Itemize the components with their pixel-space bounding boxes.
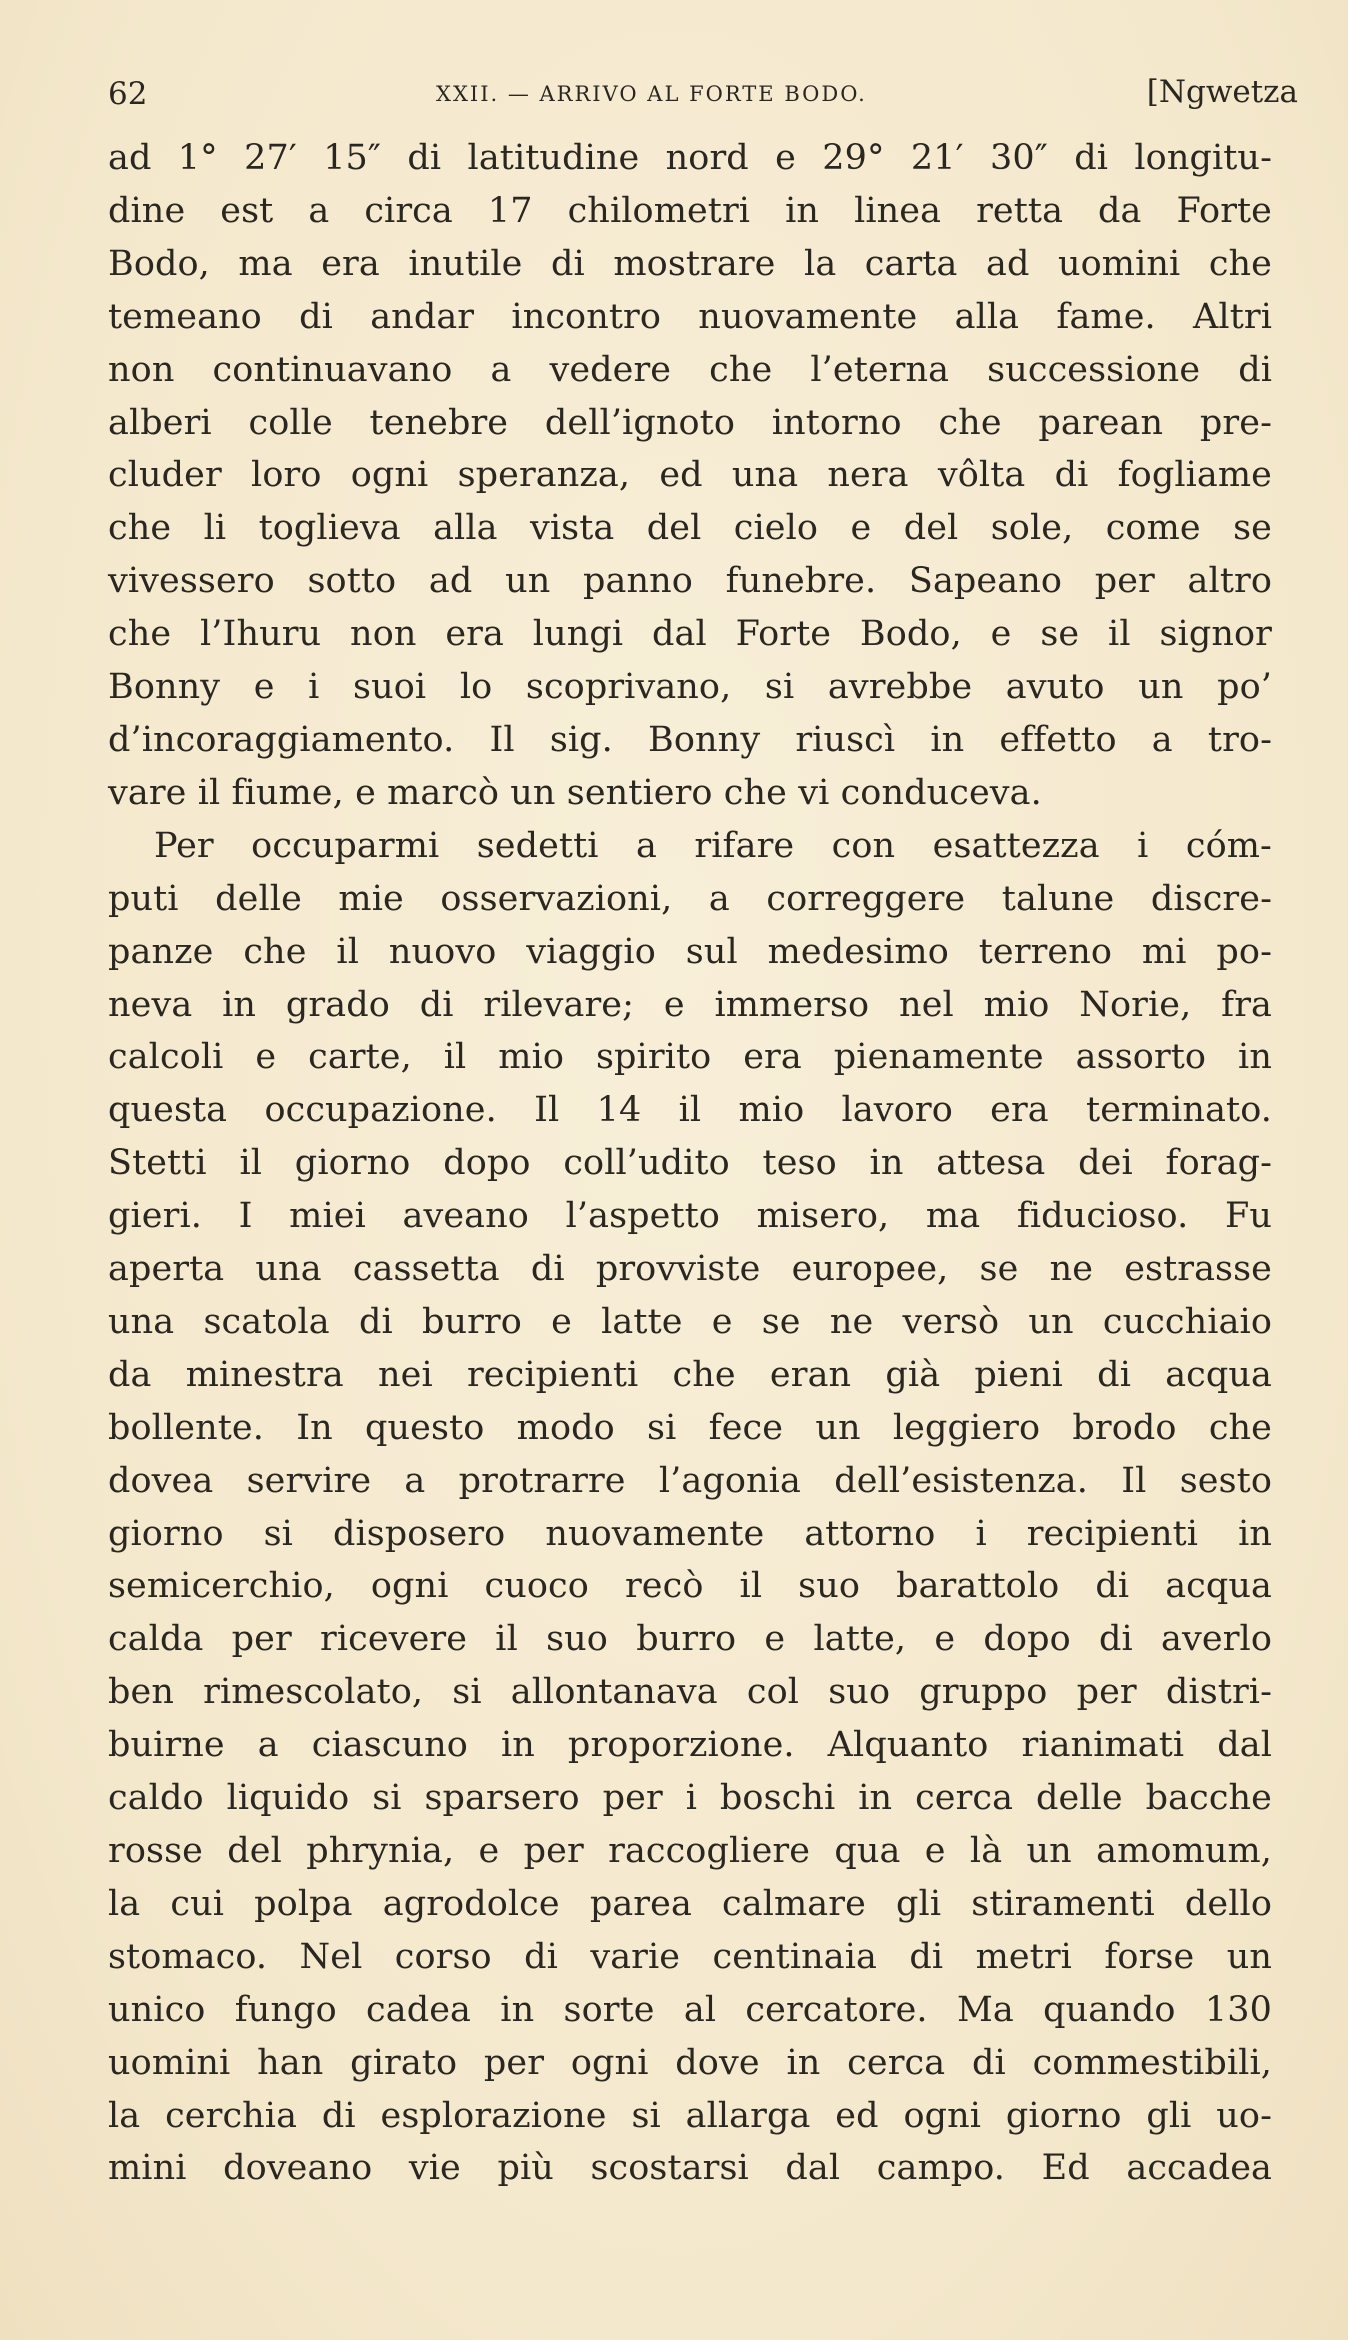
text-line: Per occuparmi sedetti a rifare con esattezza i cóm- [154, 825, 1272, 866]
text-line: panze che il nuovo viaggio sul medesimo terreno mi po- [108, 931, 1272, 972]
text-line: che li toglieva alla vista del cielo e del sole, come se [108, 508, 1272, 549]
text-line: dine est a circa 17 chilometri in linea retta da Forte [108, 190, 1272, 231]
text-line: semicerchio, ogni cuoco recò il suo barattolo di acqua [108, 1566, 1272, 1607]
text-line: ad 1° 27′ 15″ di latitudine nord e 29° 21′ 30″ di longitu- [108, 138, 1272, 178]
text-line: vare il fiume, e marcò un sentiero che vi conduceva. [108, 772, 1042, 813]
text-line: Stetti il giorno dopo coll’udito teso in attesa dei forag- [108, 1143, 1272, 1184]
text-line: bollente. In questo modo si fece un leggiero brodo che [108, 1407, 1272, 1448]
text-line: caldo liquido si sparsero per i boschi in cerca delle bacche [108, 1778, 1272, 1819]
text-line: uomini han girato per ogni dove in cerca di commestibili, [108, 2042, 1272, 2083]
text-line: una scatola di burro e latte e se ne versò un cucchiaio [108, 1301, 1272, 1342]
text-line: temeano di andar incontro nuovamente alla fame. Altri [108, 296, 1272, 337]
text-line: puti delle mie osservazioni, a correggere talune discre- [108, 878, 1272, 919]
text-line: questa occupazione. Il 14 il mio lavoro era terminato. [108, 1090, 1272, 1131]
text-line: unico fungo cadea in sorte al cercatore. Ma quando 130 [108, 1989, 1272, 2030]
page-number: 62 [108, 76, 148, 112]
text-line: la cerchia di esplorazione si allarga ed ogni giorno gli uo- [108, 2095, 1272, 2136]
text-line: calcoli e carte, il mio spirito era pienamente assorto in [108, 1037, 1272, 1078]
body-text [108, 132, 1272, 2195]
text-line: Bonny e i suoi lo scoprivano, si avrebbe avuto un po’ [108, 667, 1272, 708]
section-tag: [Ngwetza [1146, 74, 1298, 110]
text-line: da minestra nei recipienti che eran già pieni di acqua [108, 1354, 1272, 1395]
text-line: Bodo, ma era inutile di mostrare la carta ad uomini che [108, 243, 1272, 284]
text-line: dovea servire a protrarre l’agonia dell’esistenza. Il sesto [108, 1460, 1272, 1501]
text-line: aperta una cassetta di provviste europee, se ne estrasse [108, 1249, 1272, 1290]
text-line: d’incoraggiamento. Il sig. Bonny riuscì in effetto a tro- [108, 719, 1272, 760]
text-line: neva in grado di rilevare; e immerso nel mio Norie, fra [108, 984, 1272, 1025]
text-line: ben rimescolato, si allontanava col suo gruppo per distri- [108, 1672, 1272, 1713]
text-line: cluder loro ogni speranza, ed una nera vôlta di fogliame [108, 455, 1272, 496]
paragraph-2 [108, 820, 1272, 2196]
paragraph-1 [108, 132, 1272, 820]
text-line: mini doveano vie più scostarsi dal campo. Ed accadea [108, 2148, 1272, 2189]
running-header [108, 72, 1298, 120]
text-line: vivessero sotto ad un panno funebre. Sapeano per altro [108, 561, 1272, 602]
text-line: la cui polpa agrodolce parea calmare gli stiramenti dello [108, 1883, 1272, 1924]
text-line: gieri. I miei aveano l’aspetto misero, ma fiducioso. Fu [108, 1196, 1272, 1237]
text-line: buirne a ciascuno in proporzione. Alquanto rianimati dal [108, 1725, 1272, 1766]
text-line: non continuavano a vedere che l’eterna successione di [108, 349, 1272, 390]
text-line: calda per ricevere il suo burro e latte, e dopo di averlo [108, 1619, 1272, 1660]
text-line: che l’Ihuru non era lungi dal Forte Bodo, e se il signor [108, 614, 1272, 655]
text-line: giorno si disposero nuovamente attorno i recipienti in [108, 1513, 1272, 1554]
text-line: rosse del phrynia, e per raccogliere qua e là un amomum, [108, 1831, 1272, 1871]
chapter-title: XXII. — ARRIVO AL FORTE BODO. [436, 82, 867, 106]
text-line: alberi colle tenebre dell’ignoto intorno che parean pre- [108, 402, 1272, 443]
text-line: stomaco. Nel corso di varie centinaia di metri forse un [108, 1936, 1272, 1977]
